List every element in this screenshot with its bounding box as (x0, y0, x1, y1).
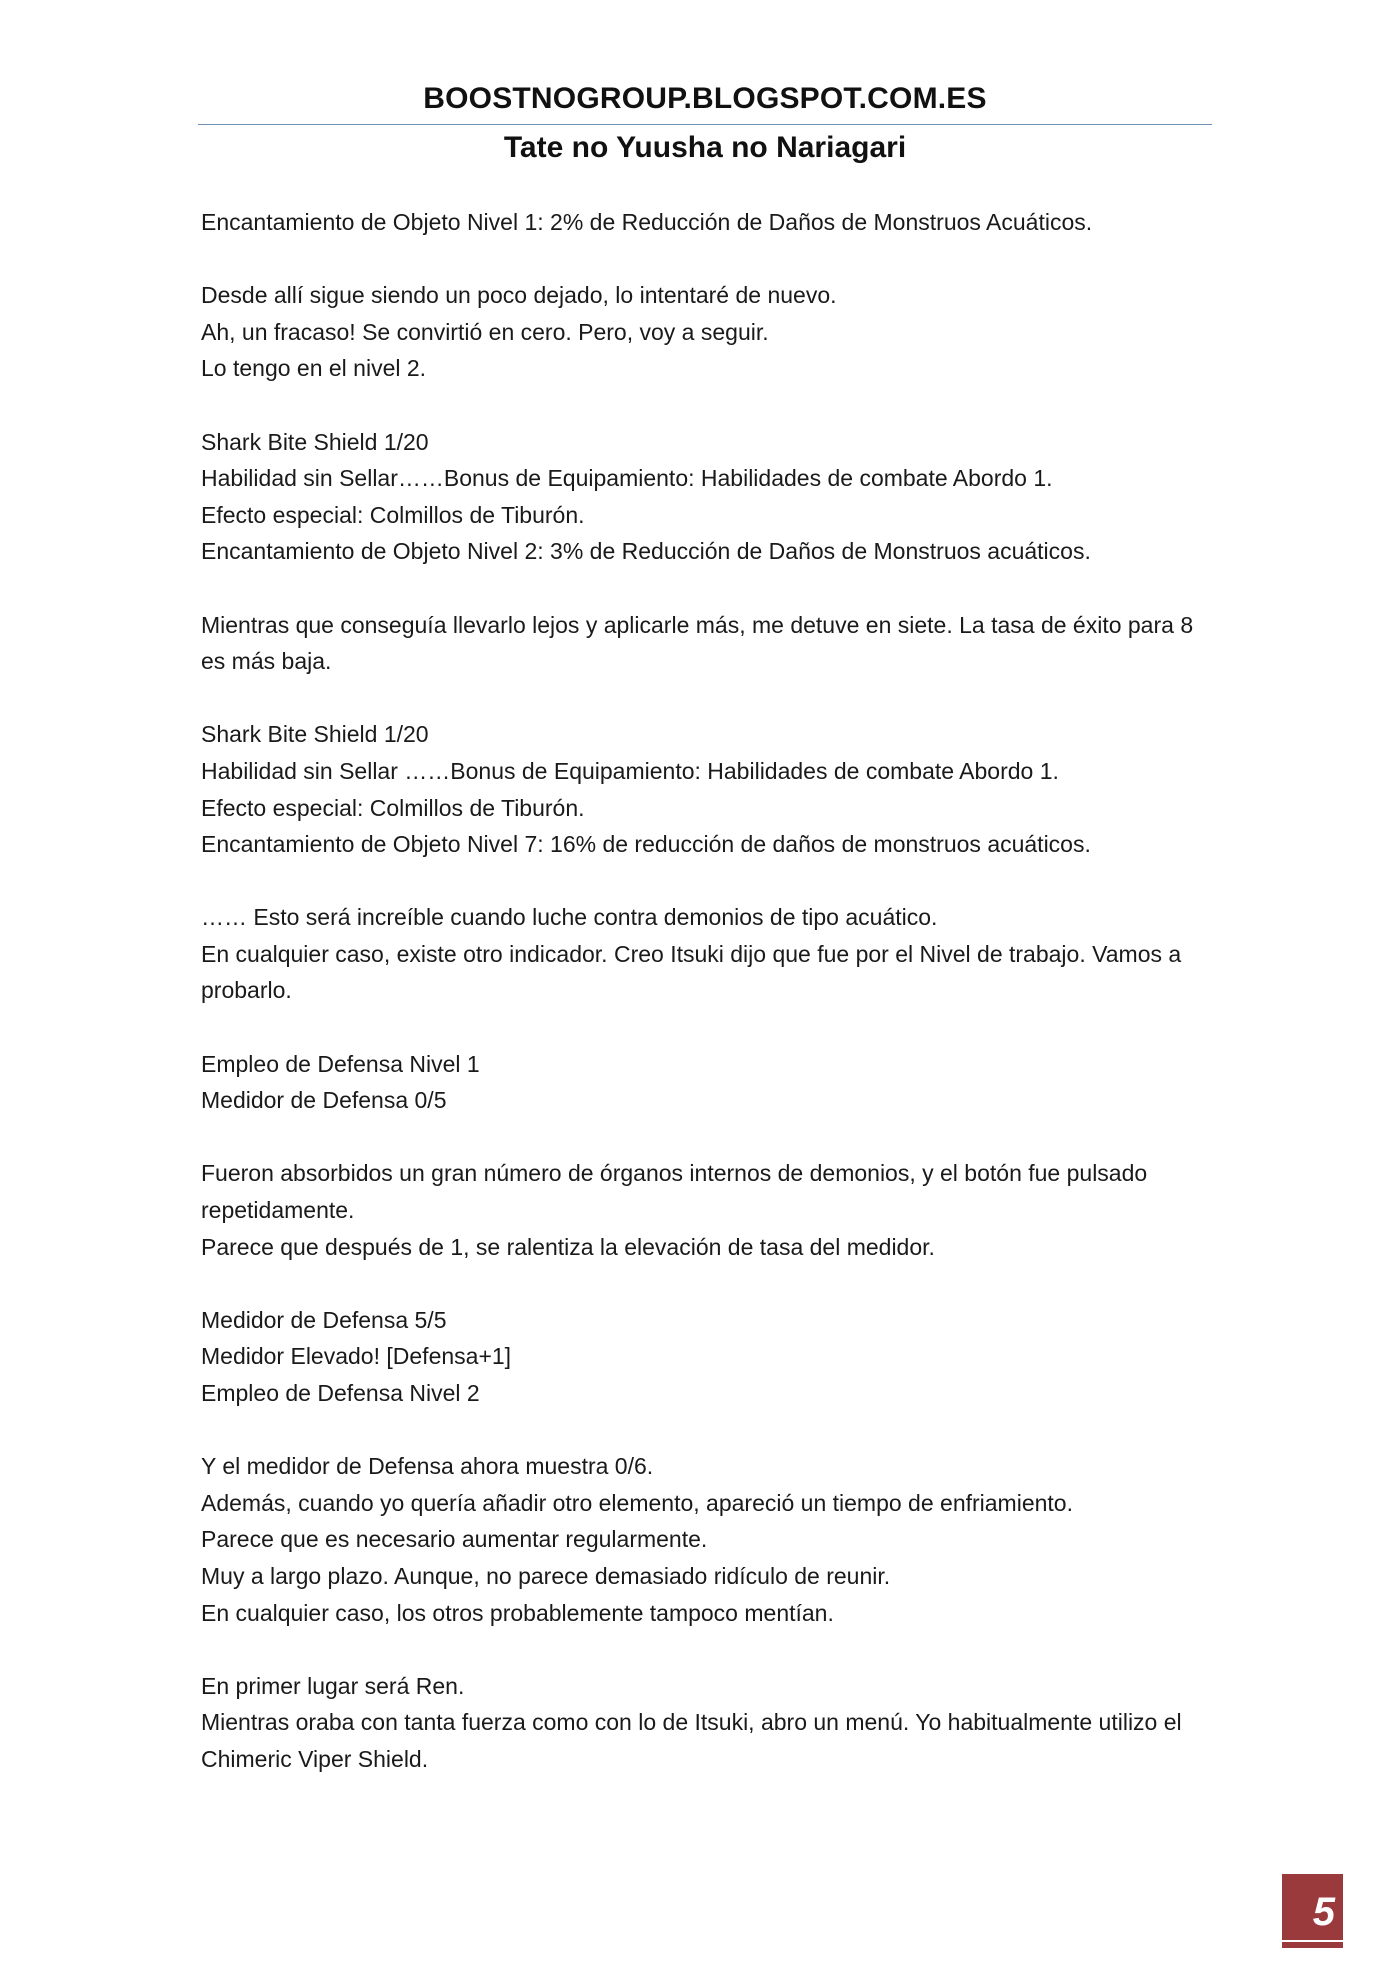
text-line: Además, cuando yo quería añadir otro elemento, apareció un tiempo de enfriamiento. (201, 1489, 1073, 1516)
text-line: Parece que es necesario aumentar regularmente. (201, 1526, 708, 1553)
paragraph (201, 607, 1211, 680)
text-line: Encantamiento de Objeto Nivel 2: 3% de Reducción de Daños de Monstruos acuáticos. (201, 538, 1091, 565)
text-line: En cualquier caso, los otros probablemente tampoco mentían. (201, 1599, 834, 1626)
text-line: Encantamiento de Objeto Nivel 7: 16% de reducción de daños de monstruos acuáticos. (201, 831, 1091, 858)
text-line: Mientras que conseguía llevarlo lejos y aplicarle más, me detuve en siete. La tasa de éxito para 8 es más baja. (201, 611, 1194, 675)
page-number-underline (1282, 1940, 1343, 1942)
paragraph (201, 1302, 1211, 1412)
text-line: …… Esto será increíble cuando luche contra demonios de tipo acuático. (201, 904, 938, 931)
text-line: Empleo de Defensa Nivel 1 (201, 1050, 480, 1077)
page-header (198, 80, 1212, 167)
text-line: Habilidad sin Sellar……Bonus de Equipamiento: Habilidades de combate Abordo 1. (201, 465, 1053, 492)
text-line: Lo tengo en el nivel 2. (201, 355, 427, 382)
text-line: En cualquier caso, existe otro indicador. Creo Itsuki dijo que fue por el Nivel de trabajo. Vamos a probarlo. (201, 940, 1182, 1004)
text-line: En primer lugar será Ren. (201, 1672, 465, 1699)
header-divider (198, 124, 1212, 125)
text-line: Habilidad sin Sellar ……Bonus de Equipamiento: Habilidades de combate Abordo 1. (201, 757, 1059, 784)
text-line: Muy a largo plazo. Aunque, no parece demasiado ridículo de reunir. (201, 1562, 891, 1589)
text-line: Empleo de Defensa Nivel 2 (201, 1380, 480, 1406)
paragraph (201, 716, 1211, 862)
text-line: Y el medidor de Defensa ahora muestra 0/6. (201, 1453, 654, 1480)
paragraph (201, 1155, 1211, 1265)
paragraph (201, 204, 1211, 241)
text-line: Medidor de Defensa 5/5 (201, 1306, 447, 1333)
text-line: Encantamiento de Objeto Nivel 1: 2% de Reducción de Daños de Monstruos Acuáticos. (201, 209, 1093, 235)
paragraph (201, 277, 1211, 387)
document-body (201, 204, 1211, 1814)
paragraph (201, 1046, 1211, 1119)
novel-title: Tate no Yuusha no Nariagari (503, 131, 907, 164)
page-number-badge: 5 (1282, 1874, 1343, 1948)
paragraph (201, 424, 1211, 570)
text-line: Medidor Elevado! [Defensa+1] (201, 1343, 512, 1370)
text-line: Mientras oraba con tanta fuerza como con lo de Itsuki, abro un menú. Yo habitualmente utilizo el Chimeric Viper Shield. (201, 1709, 1182, 1772)
text-line: Shark Bite Shield 1/20 (201, 428, 429, 455)
text-line: Fueron absorbidos un gran número de órganos internos de demonios, y el botón fue pulsado repetidamente. (201, 1160, 1148, 1224)
text-line: Ah, un fracaso! Se convirtió en cero. Pero, voy a seguir. (201, 318, 769, 345)
text-line: Efecto especial: Colmillos de Tiburón. (201, 794, 585, 821)
paragraph (201, 1668, 1211, 1778)
text-line: Efecto especial: Colmillos de Tiburón. (201, 501, 585, 528)
site-title: BOOSTNOGROUP.BLOGSPOT.COM.ES (423, 82, 987, 115)
paragraph (201, 899, 1211, 1009)
text-line: Desde allí sigue siendo un poco dejado, lo intentaré de nuevo. (201, 282, 837, 309)
text-line: Parece que después de 1, se ralentiza la elevación de tasa del medidor. (201, 1233, 935, 1260)
text-line: Shark Bite Shield 1/20 (201, 721, 429, 748)
text-line: Medidor de Defensa 0/5 (201, 1087, 447, 1114)
paragraph (201, 1448, 1211, 1631)
